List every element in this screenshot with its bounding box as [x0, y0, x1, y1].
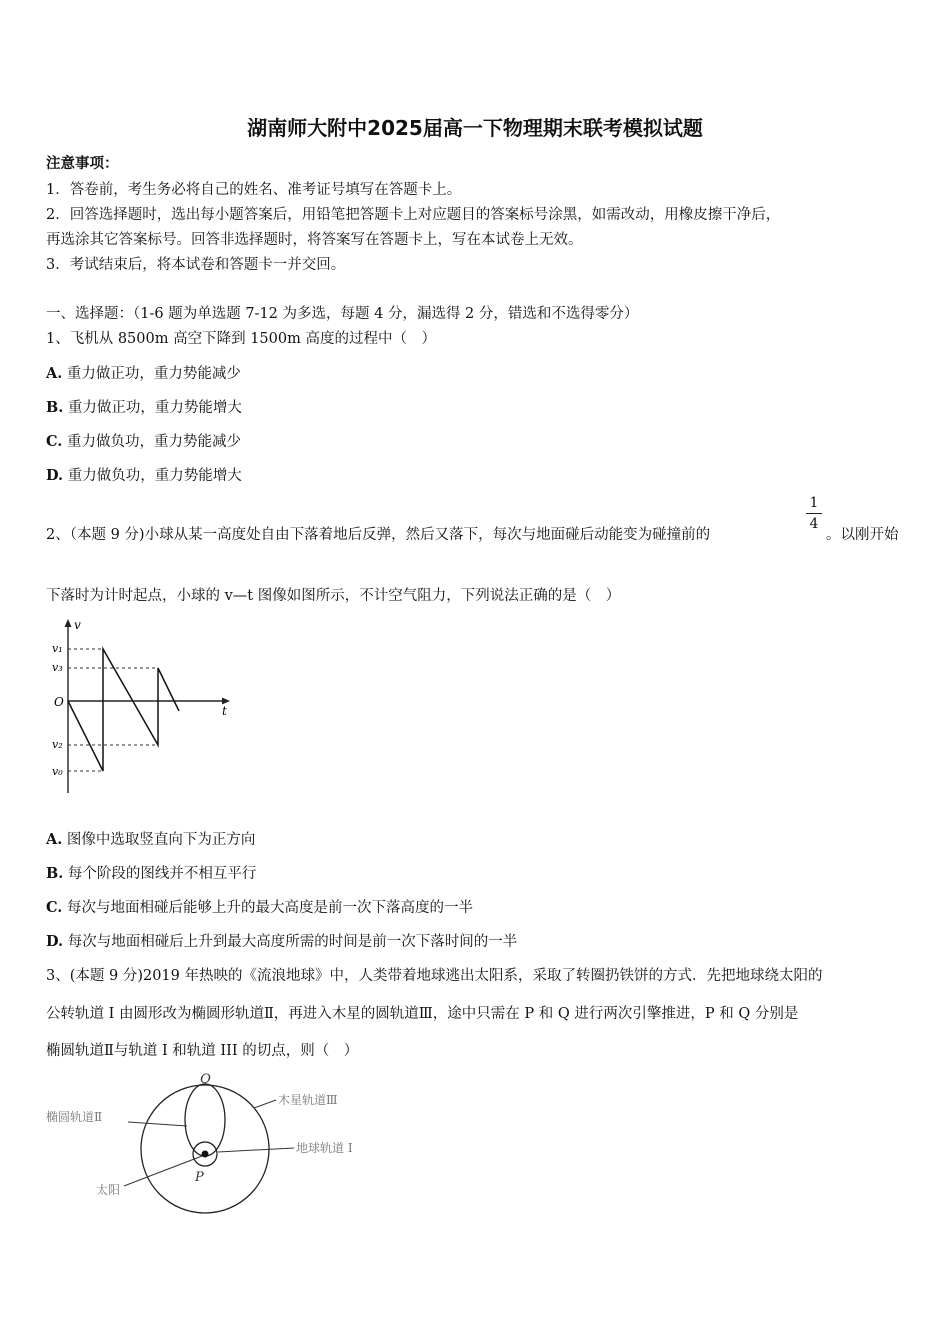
- option-label: D.: [46, 467, 64, 484]
- notice-heading: 注意事项：: [46, 155, 119, 172]
- q2-option-b: [46, 862, 256, 883]
- q2-stem-part-c: 下落时为计时起点，小球的 v—t 图像如图所示，不计空气阻力，下列说法正确的是（ ）: [46, 588, 621, 604]
- fraction-numerator: 1: [809, 495, 819, 511]
- v-axis-label: v: [74, 618, 81, 632]
- q3-stem-line-3: 椭圆轨道Ⅱ与轨道 I 和轨道 III 的切点，则（ ）: [46, 1043, 359, 1059]
- q2-option-d: [46, 930, 517, 951]
- option-label: B.: [46, 865, 64, 882]
- fraction-denominator: 4: [809, 516, 819, 532]
- label-sun: 太阳: [96, 1183, 121, 1197]
- label-p: P: [195, 1170, 204, 1185]
- option-text: 图像中选取竖直向下为正方向: [66, 832, 256, 848]
- option-label: B.: [46, 399, 64, 416]
- option-text: 重力做负功，重力势能减少: [66, 434, 241, 450]
- tick-label-v1: v₁: [52, 642, 63, 655]
- notice-item-1: 1．答卷前，考生务必将自己的姓名、准考证号填写在答题卡上。: [46, 182, 462, 198]
- tick-label-v2: v₂: [52, 738, 63, 751]
- option-text: 重力做正功，重力势能减少: [66, 366, 241, 382]
- t-axis-label: t: [222, 704, 227, 718]
- fraction-bar: [806, 513, 822, 514]
- option-text: 每次与地面相碰后上升到最大高度所需的时间是前一次下落时间的一半: [67, 934, 518, 950]
- label-ellipse-orbit: 椭圆轨道Ⅱ: [46, 1110, 103, 1124]
- option-label: D.: [46, 933, 64, 950]
- q1-option-c: [46, 430, 241, 451]
- tick-label-v0: v₀: [52, 765, 63, 778]
- option-text: 重力做负功，重力势能增大: [67, 468, 242, 484]
- vt-curve: [68, 649, 179, 771]
- sun-dot: [202, 1151, 209, 1158]
- section-heading: 一、选择题：（1-6 题为单选题 7-12 为多选，每题 4 分，漏选得 2 分，错选和不选得零分）: [46, 306, 639, 322]
- q1-option-b: [46, 396, 242, 417]
- option-text: 重力做正功，重力势能增大: [67, 400, 242, 416]
- q1-option-a: [46, 362, 241, 383]
- exam-title: 湖南师大附中2025届高一下物理期末联考模拟试题: [247, 116, 703, 140]
- option-label: C.: [46, 433, 63, 450]
- option-label: A.: [46, 365, 63, 382]
- q2-stem-part-b: 。以刚开始: [826, 527, 899, 543]
- tick-label-v3: v₃: [52, 661, 63, 674]
- notice-item-2-cont: 再选涂其它答案标号。回答非选择题时，将答案写在答题卡上，写在本试卷上无效。: [46, 232, 583, 248]
- label-q: Q: [200, 1072, 211, 1087]
- label-jupiter-orbit: 木星轨道Ⅲ: [278, 1093, 338, 1107]
- option-text: 每次与地面相碰后能够上升的最大高度是前一次下落高度的一半: [66, 900, 473, 916]
- orbit-figure: [40, 1066, 400, 1216]
- notice-item-2: 2．回答选择题时，选出每小题答案后，用铅笔把答题卡上对应题目的答案标号涂黑，如需改动，用橡皮擦干净后，: [46, 207, 781, 223]
- option-text: 每个阶段的图线并不相互平行: [67, 866, 257, 882]
- q2-option-c: [46, 896, 473, 917]
- q1-stem: 1、飞机从 8500m 高空下降到 1500m 高度的过程中（ ）: [46, 331, 436, 347]
- origin-label: O: [54, 695, 64, 709]
- q2-stem-part-a: 2、（本题 9 分)小球从某一高度处自由下落着地后反弹，然后又落下，每次与地面碰后动能变为碰撞前的: [46, 527, 711, 543]
- fraction-one-quarter: [806, 494, 822, 533]
- q3-stem-line-1: 3、(本题 9 分)2019 年热映的《流浪地球》中，人类带着地球逃出太阳系，采取了转圈扔铁饼的方式．先把地球绕太阳的: [46, 968, 823, 984]
- v-axis-arrow-icon: [65, 619, 72, 627]
- q1-option-d: [46, 464, 242, 485]
- option-label: A.: [46, 831, 63, 848]
- option-label: C.: [46, 899, 63, 916]
- transfer-ellipse: [185, 1084, 225, 1156]
- label-earth-orbit: 地球轨道 I: [296, 1141, 353, 1155]
- jupiter-orbit-circle: [141, 1085, 269, 1213]
- q2-option-a: [46, 828, 255, 849]
- vt-graph: [46, 615, 246, 800]
- q3-stem-line-2: 公转轨道 I 由圆形改为椭圆形轨道Ⅱ，再进入木星的圆轨道Ⅲ，途中只需在 P 和 Q 进行两次引擎推进，P 和 Q 分别是: [46, 1006, 799, 1022]
- notice-item-3: 3．考试结束后，将本试卷和答题卡一并交回。: [46, 257, 346, 273]
